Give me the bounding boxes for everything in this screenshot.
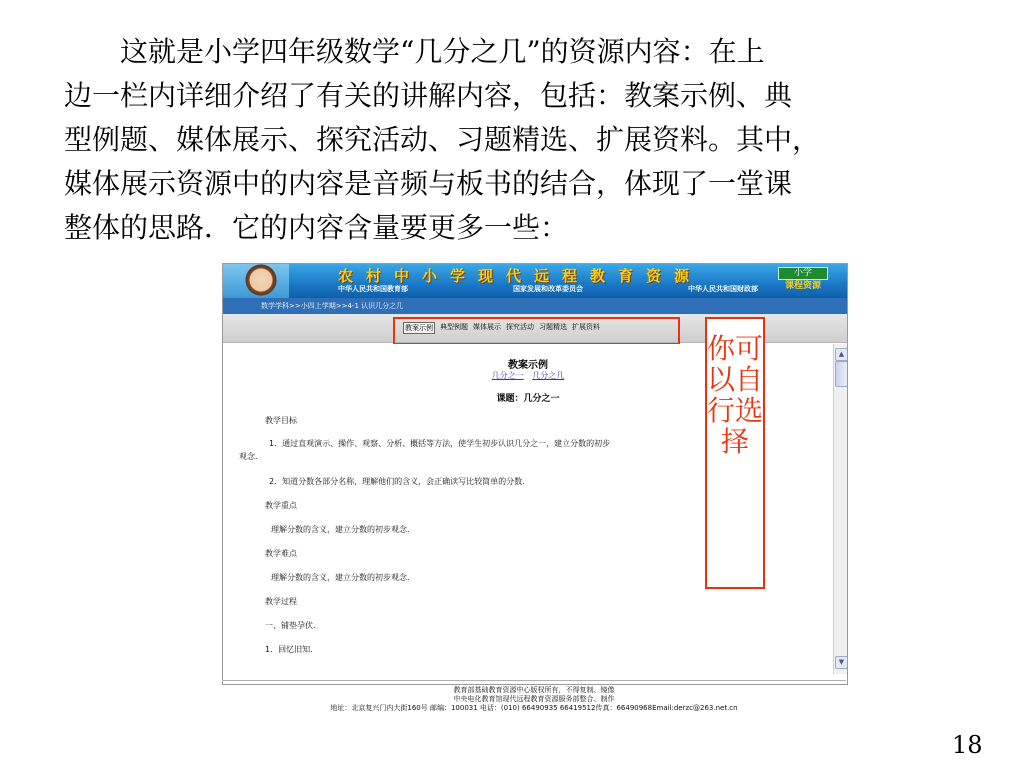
brand-top-label: 小学	[778, 267, 828, 280]
content-paragraph: 理解分数的含义，建立分数的初步观念．	[271, 525, 415, 534]
content-paragraph: 1．回忆旧知．	[265, 645, 319, 654]
tab-extended-materials[interactable]: 扩展资料	[572, 323, 600, 331]
content-paragraph: 一、铺垫孕伏．	[265, 621, 321, 630]
site-sponsors	[338, 284, 758, 294]
lesson-title: 课题：几分之一	[496, 394, 560, 404]
footer-contact: 地址：北京复兴门内大街160号 邮编：100031 电话：(010) 66490935 66419512传真：66490968Email:derzc@263.net.cn	[330, 704, 738, 712]
callout-box	[705, 317, 765, 589]
content-paragraph: 2．知道分数各部分名称，理解他们的含义，会正确读写比较简单的分数．	[269, 477, 531, 486]
site-title: 农村中小学现代远程教育资源	[338, 267, 703, 285]
footer-copyright: 教育部基础教育资源中心版权所有，不得复制、镜像	[453, 686, 615, 694]
section-heading: 教学难点	[265, 549, 297, 558]
nav-highlight-box	[393, 317, 680, 345]
content-paragraph: 1．通过直观演示、操作、观察、分析、概括等方法，使学生初步认识几分之一，建立分数的初步	[269, 439, 611, 448]
content-title: 教案示例	[508, 360, 548, 371]
sponsor-label: 国家发展和改革委员会	[513, 285, 583, 293]
slide-text-line: 媒体展示资源中的内容是音频与板书的结合，体现了一堂课	[64, 167, 793, 200]
tab-media-display[interactable]: 媒体展示	[473, 323, 501, 331]
content-paragraph: 观念．	[239, 452, 263, 461]
slide-text-line: 这就是小学四年级数学“几分之几”的资源内容：在上	[120, 35, 765, 68]
page-number: 18	[952, 731, 983, 759]
child-photo	[223, 264, 289, 298]
vertical-scrollbar[interactable]	[833, 344, 848, 674]
footer-producer: 中央电化教育馆现代远程教育资源服务部整合、制作	[453, 695, 615, 703]
breadcrumb[interactable]	[223, 298, 847, 314]
sponsor-label: 中华人民共和国财政部	[688, 285, 758, 293]
section-heading: 教学重点	[265, 501, 297, 510]
callout-text: 你可以自行选择	[707, 332, 764, 458]
scroll-down-icon[interactable]: ▼	[835, 656, 848, 669]
tab-typical-examples[interactable]: 典型例题	[440, 323, 468, 331]
tab-lesson-plan[interactable]: 教案示例	[405, 324, 433, 332]
section-heading: 教学目标	[265, 416, 297, 425]
section-heading: 教学过程	[265, 597, 297, 606]
brand-badge[interactable]	[767, 267, 839, 295]
sponsor-label: 中华人民共和国教育部	[338, 285, 408, 293]
slide-paragraph	[64, 30, 954, 250]
slide-text-line: 型例题、媒体展示、探究活动、习题精选、扩展资料。其中，	[64, 123, 821, 156]
lesson-link[interactable]: 几分之几	[532, 371, 565, 380]
scroll-thumb[interactable]	[835, 361, 848, 387]
tab-inquiry-activity[interactable]: 探究活动	[506, 323, 534, 331]
tab-exercises[interactable]: 习题精选	[539, 323, 567, 331]
site-banner	[223, 264, 847, 298]
slide-text-line: 整体的思路．它的内容含量要更多一些：	[64, 211, 569, 244]
brand-bottom-label: 课程资源	[784, 281, 821, 291]
scroll-up-icon[interactable]: ▲	[835, 348, 848, 361]
content-paragraph: 理解分数的含义，建立分数的初步观念．	[271, 573, 415, 582]
lesson-link[interactable]: 几分之一	[491, 371, 524, 380]
footer-divider	[222, 680, 846, 681]
breadcrumb-text[interactable]: 数学学科>>小四上学期>>4-1 认识几分之几	[261, 302, 404, 310]
slide-text-line: 边一栏内详细介绍了有关的讲解内容，包括：教案示例、典	[64, 79, 793, 112]
